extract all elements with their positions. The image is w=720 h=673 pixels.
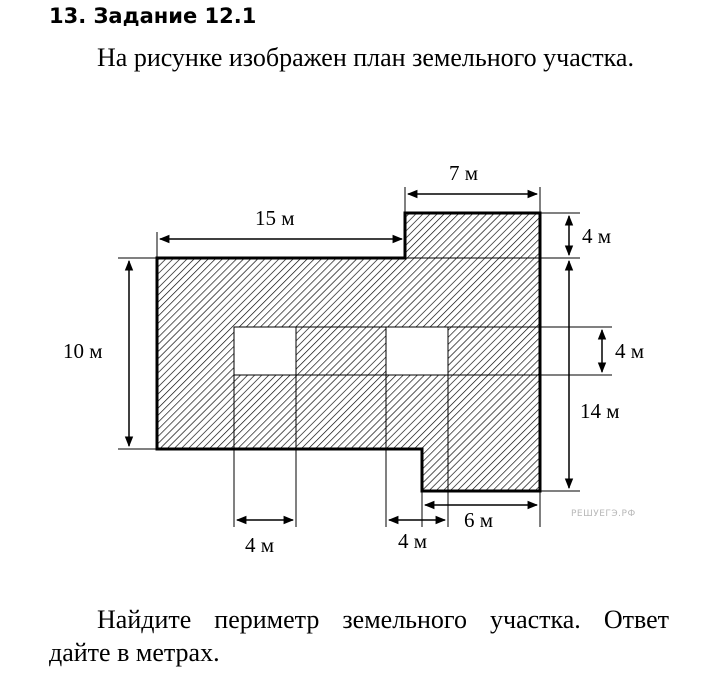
label-gap-width: 4 м (398, 529, 428, 553)
label-bottom-width: 6 м (464, 508, 494, 532)
task-question: Найдите периметр земельного участка. Ответ дайте в метрах. (49, 605, 669, 667)
label-top-height: 4 м (582, 224, 612, 248)
label-hole1-width: 4 м (245, 533, 275, 557)
label-top-width: 7 м (449, 161, 479, 185)
land-plot-shape (157, 213, 540, 491)
label-hole-height: 4 м (615, 339, 645, 363)
task-intro: На рисунке изображен план земельного участка. (97, 43, 634, 72)
watermark: РЕШУЕГЭ.РФ (571, 509, 636, 519)
task-heading: 13. Задание 12.1 (49, 4, 257, 28)
label-left-width: 15 м (255, 206, 295, 230)
plot-hole-right (386, 327, 448, 375)
plot-hole-left (234, 327, 296, 375)
label-right-height: 14 м (580, 399, 620, 423)
label-left-height: 10 м (63, 339, 103, 363)
